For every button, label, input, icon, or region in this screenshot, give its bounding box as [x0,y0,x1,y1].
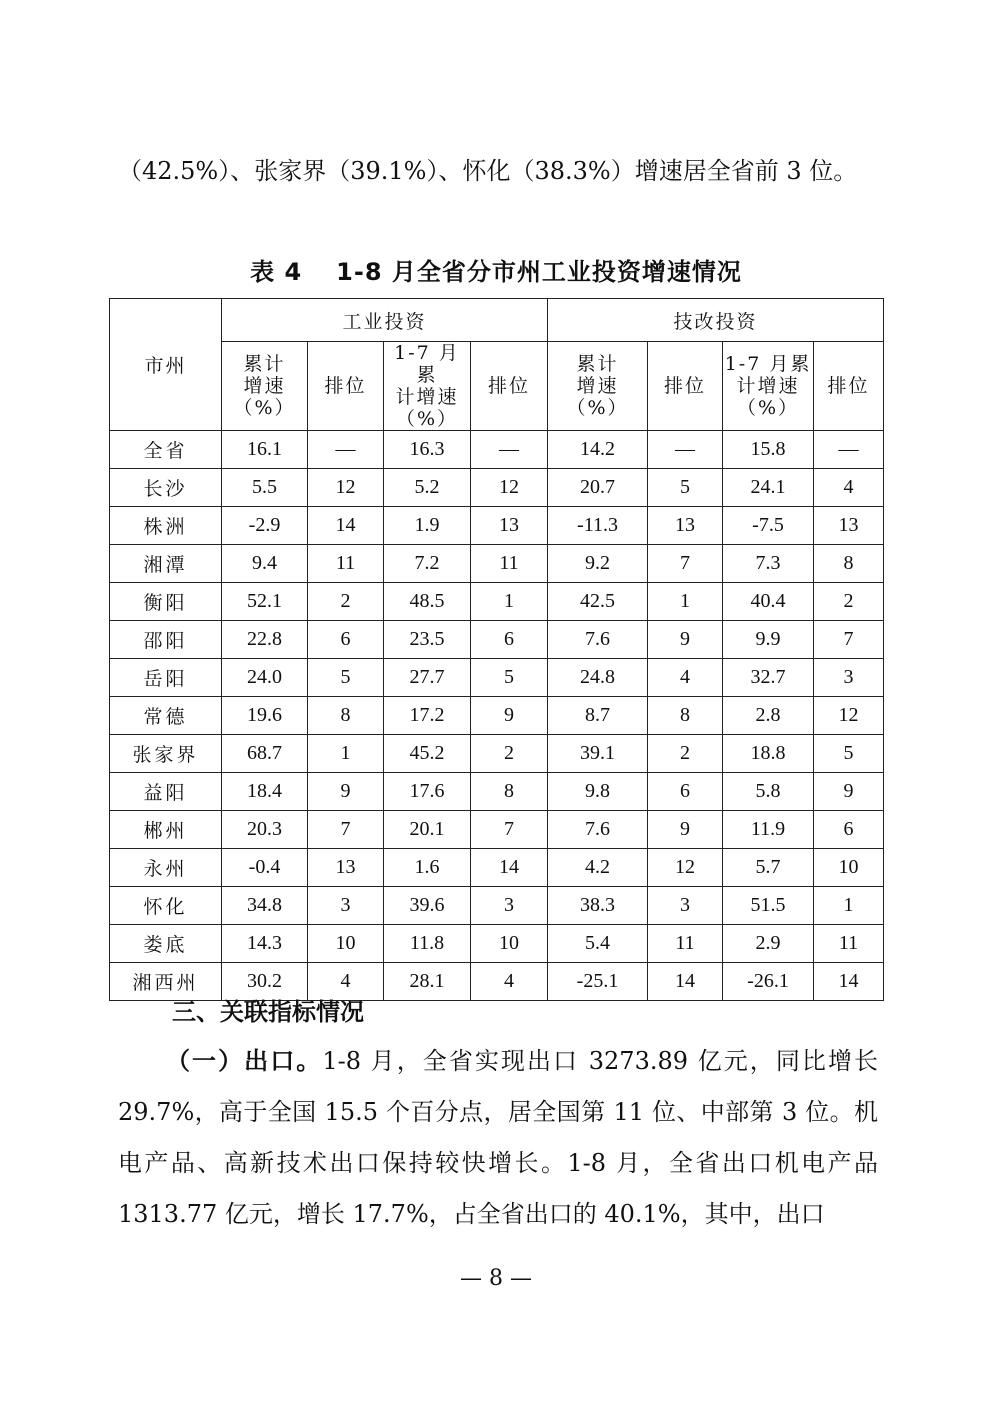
value-cell: 1 [308,735,384,773]
city-cell: 怀化 [110,887,222,925]
table-row [110,697,884,735]
city-cell: 湘潭 [110,545,222,583]
value-cell: 4 [308,963,384,1001]
value-cell: 24.8 [548,659,648,697]
table-row [110,811,884,849]
value-cell: 16.3 [384,431,471,469]
table-body [110,431,884,1001]
value-cell: 8 [471,773,548,811]
value-cell: 32.7 [723,659,814,697]
value-cell: 13 [648,507,723,545]
value-cell: 8 [308,697,384,735]
value-cell: 52.1 [222,583,308,621]
table-row [110,735,884,773]
value-cell: 12 [308,469,384,507]
value-cell: 11.9 [723,811,814,849]
value-cell: 12 [471,469,548,507]
city-cell: 张家界 [110,735,222,773]
header-rank: 排位 [471,342,548,431]
city-cell: 衡阳 [110,583,222,621]
city-cell: 长沙 [110,469,222,507]
value-cell: 1.9 [384,507,471,545]
table-row [110,469,884,507]
value-cell: 28.1 [384,963,471,1001]
header-rank: 排位 [648,342,723,431]
value-cell: 14.2 [548,431,648,469]
value-cell: -2.9 [222,507,308,545]
value-cell: 17.2 [384,697,471,735]
header-city: 市州 [110,299,222,431]
value-cell: 2 [814,583,884,621]
value-cell: 9.2 [548,545,648,583]
value-cell: 1 [814,887,884,925]
value-cell: 3 [308,887,384,925]
value-cell: 9 [648,621,723,659]
value-cell: 39.1 [548,735,648,773]
value-cell: 5.2 [384,469,471,507]
value-cell: 6 [648,773,723,811]
city-cell: 全省 [110,431,222,469]
table-row [110,621,884,659]
value-cell: 1.6 [384,849,471,887]
section-title: 三、关联指标情况 [172,998,364,1026]
value-cell: 7.6 [548,621,648,659]
value-cell: 22.8 [222,621,308,659]
table-row [110,887,884,925]
table-row [110,431,884,469]
city-cell: 永州 [110,849,222,887]
value-cell: 12 [814,697,884,735]
value-cell: 12 [648,849,723,887]
value-cell: 14.3 [222,925,308,963]
value-cell: 4 [648,659,723,697]
value-cell: 6 [814,811,884,849]
value-cell: 68.7 [222,735,308,773]
value-cell: 42.5 [548,583,648,621]
value-cell: -26.1 [723,963,814,1001]
value-cell: 14 [814,963,884,1001]
value-cell: 2 [308,583,384,621]
city-cell: 娄底 [110,925,222,963]
value-cell: -7.5 [723,507,814,545]
value-cell: 20.7 [548,469,648,507]
city-cell: 岳阳 [110,659,222,697]
value-cell: 16.1 [222,431,308,469]
value-cell: -25.1 [548,963,648,1001]
value-cell: 11 [814,925,884,963]
value-cell: 38.3 [548,887,648,925]
value-cell: — [308,431,384,469]
value-cell: 14 [471,849,548,887]
value-cell: 9.9 [723,621,814,659]
header-industrial-investment: 工业投资 [222,299,548,342]
value-cell: 9.8 [548,773,648,811]
value-cell: 9.4 [222,545,308,583]
value-cell: 9 [648,811,723,849]
value-cell: 5.7 [723,849,814,887]
value-cell: 20.1 [384,811,471,849]
value-cell: 13 [308,849,384,887]
value-cell: 7 [308,811,384,849]
value-cell: 8 [648,697,723,735]
value-cell: 1 [471,583,548,621]
value-cell: 7.2 [384,545,471,583]
value-cell: 5 [471,659,548,697]
value-cell: 6 [308,621,384,659]
value-cell: 24.1 [723,469,814,507]
value-cell: 17.6 [384,773,471,811]
value-cell: 5 [308,659,384,697]
value-cell: 2 [648,735,723,773]
value-cell: 4 [471,963,548,1001]
header-rank: 排位 [308,342,384,431]
table-row [110,773,884,811]
value-cell: 7 [648,545,723,583]
value-cell: 5.8 [723,773,814,811]
value-cell: 14 [648,963,723,1001]
table-title [0,252,992,287]
value-cell: 7 [471,811,548,849]
value-cell: 10 [308,925,384,963]
table-row [110,583,884,621]
intro-paragraph: （42.5%）、张家界（39.1%）、怀化（38.3%）增速居全省前 3 位。 [118,157,858,185]
value-cell: 9 [471,697,548,735]
value-cell: 8 [814,545,884,583]
city-cell: 株洲 [110,507,222,545]
table-row [110,849,884,887]
table-row [110,925,884,963]
export-lead: （一）出口。 [166,1047,323,1075]
value-cell: 18.8 [723,735,814,773]
value-cell: 18.4 [222,773,308,811]
value-cell: 34.8 [222,887,308,925]
city-cell: 郴州 [110,811,222,849]
value-cell: 1 [648,583,723,621]
value-cell: 11.8 [384,925,471,963]
value-cell: — [471,431,548,469]
header-jul-cum-growth: 1-7 月累 计增速 （%） [723,342,814,431]
value-cell: 9 [308,773,384,811]
export-paragraph [118,1036,878,1240]
value-cell: 11 [308,545,384,583]
header-jul-cum-growth: 1-7 月累 计增速 （%） [384,342,471,431]
value-cell: 30.2 [222,963,308,1001]
table-row [110,545,884,583]
value-cell: 11 [471,545,548,583]
value-cell: 39.6 [384,887,471,925]
value-cell: -0.4 [222,849,308,887]
header-tech-renovation-investment: 技改投资 [548,299,884,342]
header-cum-growth: 累计 增速 （%） [222,342,308,431]
value-cell: -11.3 [548,507,648,545]
value-cell: 2.8 [723,697,814,735]
value-cell: 7.6 [548,811,648,849]
value-cell: 6 [471,621,548,659]
value-cell: 13 [814,507,884,545]
value-cell: 3 [648,887,723,925]
city-cell: 湘西州 [110,963,222,1001]
value-cell: 27.7 [384,659,471,697]
value-cell: 3 [814,659,884,697]
value-cell: 11 [648,925,723,963]
value-cell: 48.5 [384,583,471,621]
value-cell: — [648,431,723,469]
value-cell: 10 [814,849,884,887]
value-cell: 51.5 [723,887,814,925]
value-cell: 2 [471,735,548,773]
investment-growth-table [109,298,884,1001]
table-title-text: 1-8 月全省分市州工业投资增速情况 [336,258,742,286]
table-title-label: 表 4 [250,258,303,286]
value-cell: 5.4 [548,925,648,963]
value-cell: 45.2 [384,735,471,773]
value-cell: 3 [471,887,548,925]
value-cell: 8.7 [548,697,648,735]
value-cell: 4.2 [548,849,648,887]
value-cell: 5 [648,469,723,507]
city-cell: 益阳 [110,773,222,811]
value-cell: 5 [814,735,884,773]
table-row [110,507,884,545]
value-cell: 19.6 [222,697,308,735]
value-cell: 40.4 [723,583,814,621]
value-cell: 13 [471,507,548,545]
value-cell: 7 [814,621,884,659]
export-body: 1-8 月，全省实现出口 3273.89 亿元，同比增长 29.7%，高于全国 15.5 个百分点，居全国第 11 位、中部第 3 位。机电产品、高新技术出口保持较快增长。1-8 月，全省出口机电产品 1313.77 亿元，增长 17.7%，占全省出口的 40.1%，其中，出口 [118,1047,879,1228]
value-cell: 14 [308,507,384,545]
value-cell: 5.5 [222,469,308,507]
value-cell: 7.3 [723,545,814,583]
header-rank: 排位 [814,342,884,431]
value-cell: 20.3 [222,811,308,849]
value-cell: 2.9 [723,925,814,963]
header-cum-growth: 累计 增速 （%） [548,342,648,431]
value-cell: 23.5 [384,621,471,659]
value-cell: 10 [471,925,548,963]
value-cell: 24.0 [222,659,308,697]
value-cell: 4 [814,469,884,507]
value-cell: — [814,431,884,469]
value-cell: 15.8 [723,431,814,469]
city-cell: 常德 [110,697,222,735]
table-row [110,659,884,697]
city-cell: 邵阳 [110,621,222,659]
value-cell: 9 [814,773,884,811]
page-number: — 8 — [460,1266,532,1291]
